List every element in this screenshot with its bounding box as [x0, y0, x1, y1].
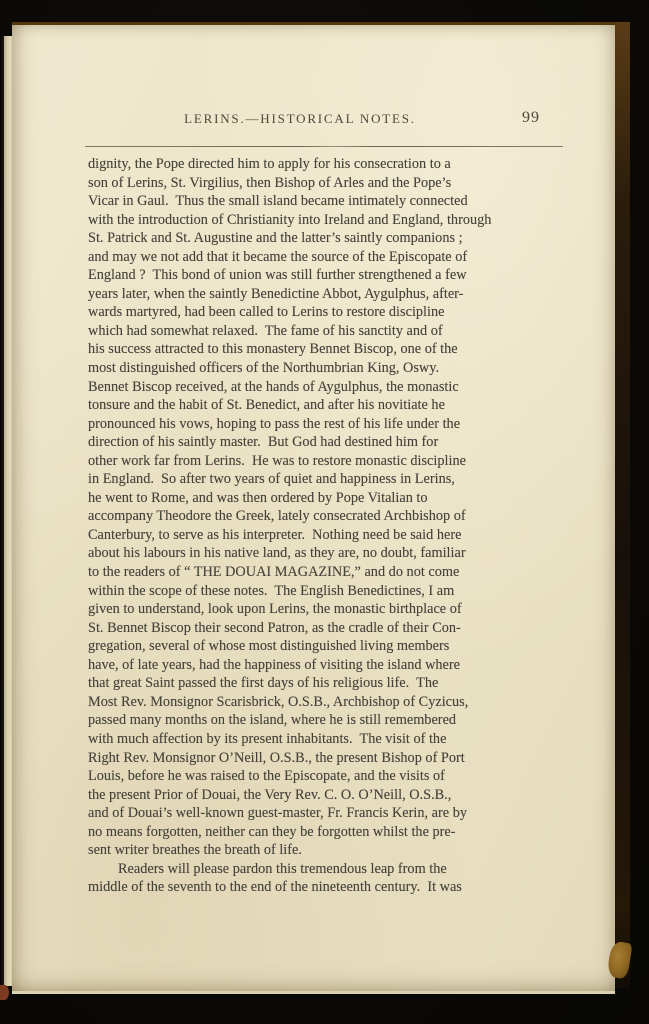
- text-line: dignity, the Pope directed him to apply for his consecration to a: [88, 156, 451, 172]
- book-cover-edge: [615, 22, 630, 988]
- text-line: have, of late years, had the happiness of visiting the island where: [88, 656, 461, 673]
- text-line: Canterbury, to serve as his interpreter. Nothing need be said here: [88, 526, 462, 543]
- running-header: [60, 111, 540, 131]
- text-line: that great Saint passed the first days of his religious life. The: [88, 675, 439, 692]
- text-line: middle of the seventh to the end of the nineteenth century. It was: [88, 879, 462, 896]
- binding-spot: [0, 985, 9, 1000]
- text-line: he went to Rome, and was then ordered by Pope Vitalian to: [88, 489, 428, 506]
- text-line: wards martyred, had been called to Lerins to restore discipline: [88, 304, 445, 321]
- text-line: Bennet Biscop received, at the hands of Aygulphus, the monastic: [88, 378, 459, 395]
- text-line: Readers will please pardon this tremendous leap from the: [118, 860, 447, 877]
- text-line: St. Bennet Biscop their second Patron, as the cradle of their Con-: [88, 619, 461, 636]
- text-line: sent writer breathes the breath of life.: [88, 842, 302, 859]
- text-line: Right Rev. Monsignor O’Neill, O.S.B., the present Bishop of Port: [88, 749, 465, 766]
- text-line: other work far from Lerins. He was to restore monastic discipline: [88, 452, 466, 469]
- text-line: and may we not add that it became the source of the Episcopate of: [88, 248, 468, 265]
- page-number: 99: [522, 109, 540, 126]
- text-line: pronounced his vows, hoping to pass the rest of his life under the: [88, 415, 461, 432]
- text-line: to the readers of “ THE DOUAI MAGAZINE,” and do not come: [88, 564, 460, 581]
- text-line: St. Patrick and St. Augustine and the latter’s saintly companions ;: [88, 230, 463, 247]
- text-line: with the introduction of Christianity into Ireland and England, through: [88, 211, 492, 228]
- book-page: [12, 22, 615, 994]
- text-line: given to understand, look upon Lerins, the monastic birthplace of: [88, 601, 462, 618]
- text-line: most distinguished officers of the Northumbrian King, Oswy.: [88, 360, 440, 377]
- chapter-title: LERINS.—HISTORICAL NOTES.: [184, 111, 416, 126]
- header-rule: [85, 146, 563, 147]
- text-line: about his labours in his native land, as they are, no doubt, familiar: [88, 545, 466, 562]
- text-line: with much affection by its present inhabitants. The visit of the: [88, 730, 447, 747]
- text-line: gregation, several of whose most distinguished living members: [88, 638, 450, 655]
- text-line: no means forgotten, neither can they be forgotten whilst the pre-: [88, 823, 456, 840]
- page-text: [88, 155, 512, 897]
- text-line: in England. So after two years of quiet and happiness in Lerins,: [88, 471, 455, 488]
- text-line: passed many months on the island, where he is still remembered: [88, 712, 457, 729]
- text-line: accompany Theodore the Greek, lately consecrated Archbishop of: [88, 508, 466, 525]
- text-line: and of Douai’s well-known guest-master, Fr. Francis Kerin, are by: [88, 805, 467, 822]
- text-line: the present Prior of Douai, the Very Rev. C. O. O’Neill, O.S.B.,: [88, 786, 452, 803]
- text-line: tonsure and the habit of St. Benedict, and after his novitiate he: [88, 397, 445, 414]
- text-line: Most Rev. Monsignor Scarisbrick, O.S.B., Archbishop of Cyzicus,: [88, 693, 469, 710]
- text-line: Louis, before he was raised to the Episcopate, and the visits of: [88, 768, 445, 785]
- text-line: which had somewhat relaxed. The fame of his sanctity and of: [88, 322, 443, 339]
- text-line: direction of his saintly master. But God had destined him for: [88, 434, 439, 451]
- text-line: England ? This bond of union was still further strengthened a few: [88, 267, 467, 284]
- text-line: his success attracted to this monastery Bennet Biscop, one of the: [88, 341, 458, 358]
- text-line: Vicar in Gaul. Thus the small island became intimately connected: [88, 193, 468, 210]
- text-line: within the scope of these notes. The English Benedictines, I am: [88, 582, 455, 599]
- text-line: son of Lerins, St. Virgilius, then Bishop of Arles and the Pope’s: [88, 174, 452, 191]
- text-line: years later, when the saintly Benedictine Abbot, Aygulphus, after-: [88, 285, 464, 302]
